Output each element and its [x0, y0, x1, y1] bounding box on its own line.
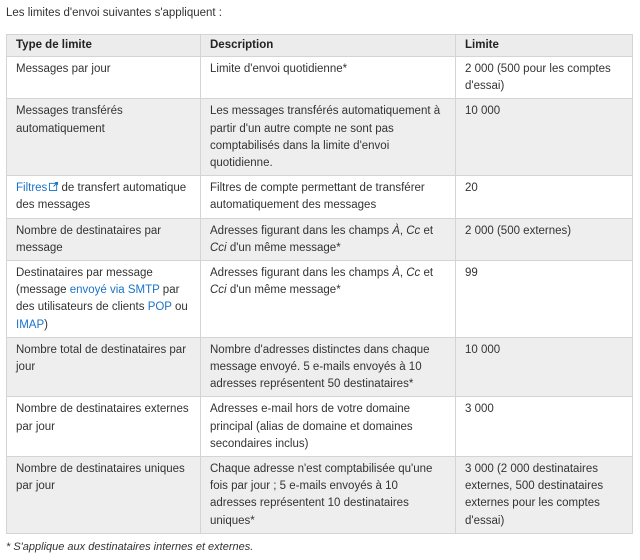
description-cell: Limite d'envoi quotidienne* — [201, 57, 456, 99]
desc-text: et — [420, 267, 434, 280]
limit-value-cell: 20 — [456, 176, 633, 218]
limit-value-cell: 99 — [456, 261, 633, 338]
description-cell: Adresses e-mail hors de votre domaine principal (alias de domaine et domaines secondaires inclus) — [201, 397, 456, 457]
desc-text: , — [399, 224, 407, 237]
desc-text: d'un même message* — [226, 284, 341, 297]
limit-type-cell: Nombre de destinataires externes par jour — [7, 397, 201, 457]
table-row — [7, 457, 633, 534]
limit-value-cell: 10 000 — [456, 99, 633, 176]
limit-value-cell: 2 000 (500 pour les comptes d'essai) — [456, 57, 633, 99]
desc-text: d'un même message* — [226, 241, 341, 254]
desc-text: Adresses figurant dans les champs — [210, 267, 393, 280]
header-limit-type: Type de limite — [7, 35, 201, 57]
desc-text: , — [399, 267, 407, 280]
sending-limits-table — [6, 34, 633, 534]
limit-value-cell: 3 000 (2 000 destinataires externes, 500 destinataires externes pour les comptes d'essai) — [456, 457, 633, 534]
table-row — [7, 397, 633, 457]
limit-type-cell: Nombre de destinataires uniques par jour — [7, 457, 201, 534]
description-cell: Chaque adresse n'est comptabilisée qu'une fois par jour ; 5 e-mails envoyés à 10 adresses représentent 10 destinataires uniques* — [201, 457, 456, 534]
table-row — [7, 57, 633, 99]
limit-type-text: ) — [44, 318, 48, 331]
filters-link[interactable]: Filtres — [16, 182, 48, 195]
description-cell: Les messages transférés automatiquement à partir d'un autre compte ne sont pas comptabilisés dans la limite d'envoi quotidienne. — [201, 99, 456, 176]
field-bcc: Cci — [210, 284, 227, 297]
limit-type-text: Destinataires par message (message — [16, 267, 153, 297]
footnote: * S'applique aux destinataires internes et externes. — [6, 541, 254, 553]
table-row — [7, 176, 633, 218]
description-cell: Filtres de compte permettant de transférer automatiquement des messages — [201, 176, 456, 218]
limit-type-cell: Nombre total de destinataires par jour — [7, 337, 201, 397]
desc-text: et — [420, 224, 434, 237]
smtp-link[interactable]: envoyé via SMTP — [69, 284, 160, 297]
limit-type-cell — [7, 261, 201, 338]
header-limit: Limite — [456, 35, 633, 57]
limit-type-text: ou — [171, 301, 188, 314]
intro-text: Les limites d'envoi suivantes s'appliquent : — [6, 7, 222, 19]
field-to: À — [392, 224, 400, 237]
limit-value-cell: 2 000 (500 externes) — [456, 218, 633, 260]
field-bcc: Cci — [210, 241, 227, 254]
external-link-icon — [49, 180, 58, 197]
table-row — [7, 99, 633, 176]
description-cell: Nombre d'adresses distinctes dans chaque message envoyé. 5 e-mails envoyés à 10 adresses représentent 50 destinataires* — [201, 337, 456, 397]
table-header-row — [7, 35, 633, 57]
field-to: À — [392, 267, 400, 280]
limit-value-cell: 10 000 — [456, 337, 633, 397]
imap-link[interactable]: IMAP — [16, 318, 45, 331]
table-row — [7, 261, 633, 338]
table-row — [7, 337, 633, 397]
limit-type-cell: Nombre de destinataires par message — [7, 218, 201, 260]
description-cell — [201, 261, 456, 338]
description-cell — [201, 218, 456, 260]
header-description: Description — [201, 35, 456, 57]
limit-type-cell: Messages par jour — [7, 57, 201, 99]
limit-type-cell: Messages transférés automatiquement — [7, 99, 201, 176]
limit-type-text: par des utilisateurs de clients — [16, 284, 180, 314]
field-cc: Cc — [406, 224, 421, 237]
limit-type-cell — [7, 176, 201, 218]
table-row — [7, 218, 633, 260]
field-cc: Cc — [406, 267, 421, 280]
limit-type-text: de transfert automatique des messages — [16, 182, 187, 212]
pop-link[interactable]: POP — [147, 301, 172, 314]
limit-value-cell: 3 000 — [456, 397, 633, 457]
desc-text: Adresses figurant dans les champs — [210, 224, 393, 237]
